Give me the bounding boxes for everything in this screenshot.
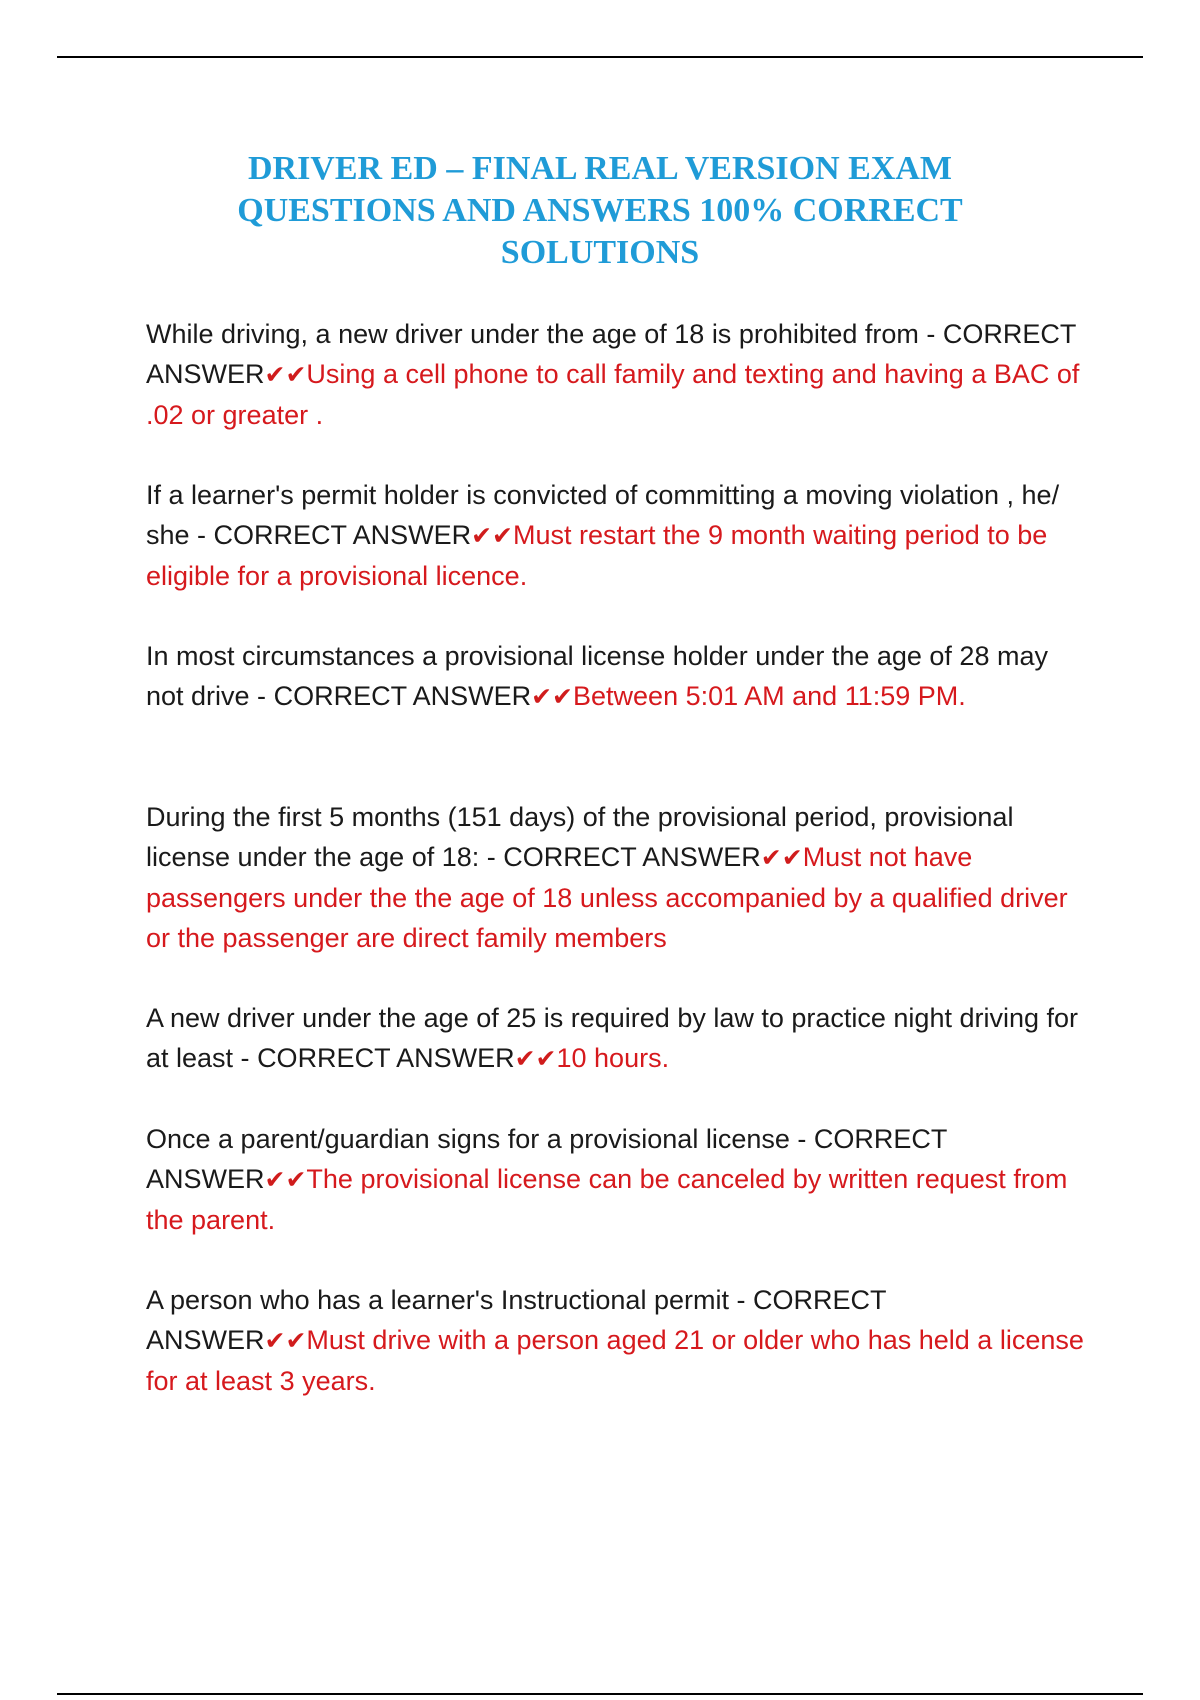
check-mark-icon: ✔✔	[471, 521, 513, 550]
top-rule	[57, 56, 1143, 58]
question-text: While driving, a new driver under the age of 18 is prohibited from -	[146, 319, 936, 349]
answer-label: CORRECT ANSWER	[213, 520, 472, 550]
question-text: In most circumstances a provisional license holder under the age of 28 may not drive -	[146, 641, 1048, 711]
answer-text: Must drive with a person aged 21 or older who has held a license for at least 3 years.	[146, 1325, 1084, 1396]
qa-item-7	[146, 1280, 1086, 1401]
answer-text: Between 5:01 AM and 11:59 PM.	[573, 681, 966, 711]
question-text: During the first 5 months (151 days) of the provisional period, provisional license under the age of 18: -	[146, 802, 1014, 872]
answer-label: CORRECT ANSWER	[146, 1285, 886, 1355]
answer-text: The provisional license can be canceled by written request from the parent.	[146, 1164, 1068, 1235]
answer-text: 10 hours.	[556, 1043, 670, 1073]
answer-text: Must not have passengers under the the age of 18 unless accompanied by a qualified driver or the passenger are direct family members	[146, 842, 1068, 953]
qa-item-2	[146, 475, 1086, 596]
answer-label: CORRECT ANSWER	[273, 681, 532, 711]
title-line-1: DRIVER ED – FINAL REAL VERSION EXAM	[247, 150, 953, 187]
qa-item-4	[146, 797, 1086, 958]
check-mark-icon: ✔✔	[264, 360, 307, 389]
qa-item-1	[146, 314, 1086, 435]
qa-item-3	[146, 636, 1086, 717]
question-text: Once a parent/guardian signs for a provisional license -	[146, 1124, 807, 1154]
check-mark-icon: ✔✔	[531, 682, 574, 711]
question-text: A new driver under the age of 25 is required by law to practice night driving for at least -	[146, 1003, 1079, 1073]
qa-item-6	[146, 1119, 1086, 1240]
page-title	[140, 148, 1060, 274]
title-line-3: SOLUTIONS	[500, 234, 700, 271]
question-text: A person who has a learner's Instructional permit -	[146, 1285, 746, 1315]
check-mark-icon: ✔✔	[264, 1326, 307, 1355]
check-mark-icon: ✔✔	[760, 843, 803, 872]
question-text: If a learner's permit holder is convicted of committing a moving violation , he/ she -	[146, 480, 1060, 550]
answer-label: CORRECT ANSWER	[146, 319, 1076, 389]
answer-text: Must restart the 9 month waiting period to be eligible for a provisional licence.	[146, 520, 1048, 591]
qa-item-5	[146, 998, 1086, 1079]
answer-label: CORRECT ANSWER	[146, 1124, 947, 1194]
check-mark-icon: ✔✔	[514, 1044, 557, 1073]
answer-text: Using a cell phone to call family and texting and having a BAC of .02 or greater .	[146, 359, 1080, 430]
qa-list	[146, 314, 1086, 1401]
answer-label: CORRECT ANSWER	[503, 842, 761, 872]
bottom-rule	[57, 1693, 1143, 1695]
check-mark-icon: ✔✔	[264, 1165, 307, 1194]
title-line-2: QUESTIONS AND ANSWERS 100% CORRECT	[237, 192, 963, 229]
answer-label: CORRECT ANSWER	[257, 1043, 515, 1073]
